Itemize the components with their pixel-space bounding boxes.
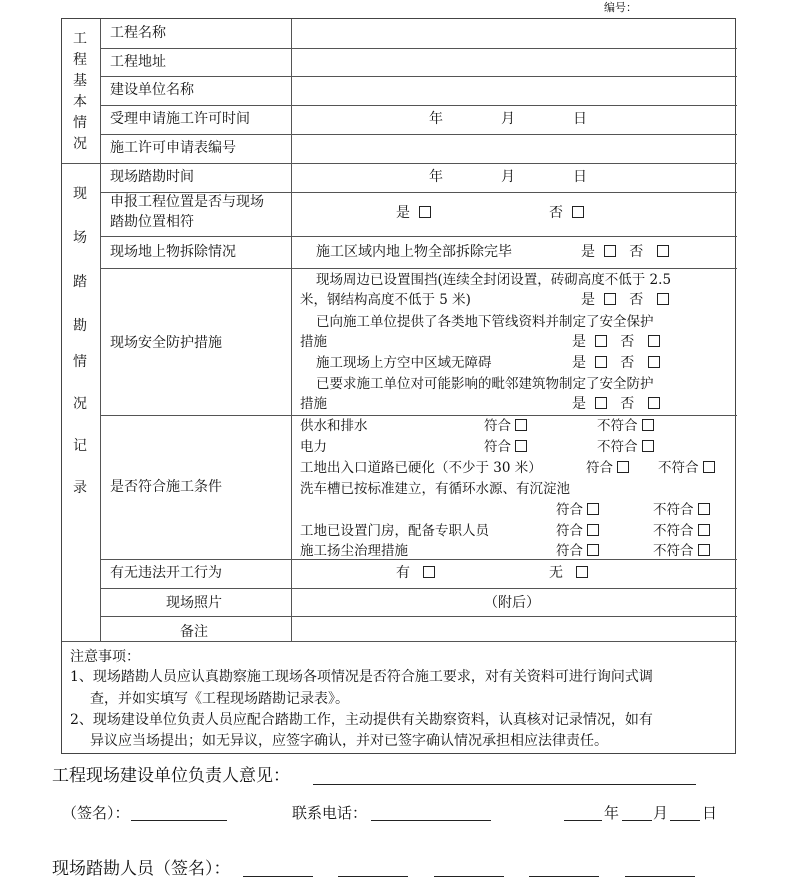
road-not-conform-checkbox[interactable]	[703, 461, 715, 473]
safety-item-4b: 措施	[300, 396, 327, 412]
cond-gate-label: 工地已设置门房，配备专职人员	[300, 523, 489, 539]
safety-2-yes-checkbox[interactable]	[595, 335, 607, 347]
safety-measures-label: 现场安全防护措施	[110, 335, 222, 351]
yes-text: 是	[572, 355, 586, 371]
cond-road-not-conform	[658, 459, 715, 477]
day-line[interactable]	[670, 820, 700, 821]
conform-text: 符合	[556, 543, 583, 559]
illegal-none	[549, 564, 588, 582]
safety-item-3: 施工现场上方空中区域无障碍	[316, 355, 492, 371]
builder-sign-line[interactable]	[131, 820, 227, 821]
cond-wash-not-conform	[653, 501, 710, 519]
demolition-label: 现场地上物拆除情况	[110, 244, 236, 260]
cond-wash-conform	[556, 501, 599, 519]
safety-2-options	[572, 333, 660, 351]
yes-text: 是	[572, 334, 586, 350]
safety-1-no-checkbox[interactable]	[657, 293, 669, 305]
permit-year: 年	[429, 111, 443, 127]
photos-value: （附后）	[484, 595, 540, 611]
illegal-have-checkbox[interactable]	[423, 566, 435, 578]
cond-power-label: 电力	[300, 439, 327, 455]
illegal-start-label: 有无违法开工行为	[110, 565, 222, 581]
gate-not-conform-checkbox[interactable]	[698, 524, 710, 536]
yes-text: 是	[572, 396, 586, 412]
notes-title: 注意事项：	[70, 649, 140, 665]
location-match-yes	[396, 204, 431, 222]
none-text: 无	[549, 565, 563, 581]
location-yes-checkbox[interactable]	[419, 206, 431, 218]
demolition-no-checkbox[interactable]	[657, 245, 669, 257]
survey-day: 日	[573, 169, 587, 185]
location-no-checkbox[interactable]	[572, 206, 584, 218]
demolition-text: 施工区域内地上物全部拆除完毕	[316, 244, 512, 260]
cond-water-not-conform	[597, 417, 654, 435]
illegal-none-checkbox[interactable]	[576, 566, 588, 578]
survey-time-label: 现场踏勘时间	[110, 169, 194, 185]
dust-not-conform-checkbox[interactable]	[698, 544, 710, 556]
safety-2-no-checkbox[interactable]	[648, 335, 660, 347]
safety-item-1a: 现场周边已设置围挡(连续全封闭设置，砖砌高度不低于 2.5	[316, 272, 672, 288]
cond-wash-label: 洗车槽已按标准建立，有循环水源、有沉淀池	[300, 481, 570, 497]
wash-conform-checkbox[interactable]	[587, 503, 599, 515]
conform-text: 符合	[586, 460, 613, 476]
wash-not-conform-checkbox[interactable]	[698, 503, 710, 515]
photos-label: 现场照片	[166, 595, 222, 611]
location-match-label-2: 踏勘位置相符	[110, 214, 194, 230]
water-not-conform-checkbox[interactable]	[642, 419, 654, 431]
project-address-label: 工程地址	[110, 54, 166, 70]
not-conform-text: 不符合	[597, 439, 638, 455]
not-conform-text: 不符合	[597, 418, 638, 434]
builder-name-label: 建设单位名称	[110, 82, 194, 98]
builder-sign-label: （签名）：	[62, 804, 130, 822]
not-conform-text: 不符合	[653, 502, 694, 518]
yes-text: 是	[396, 205, 410, 221]
cond-water-conform	[484, 417, 527, 435]
yes-text: 是	[581, 244, 595, 260]
phone-label: 联系电话：	[292, 804, 368, 822]
location-match-label-1: 申报工程位置是否与现场	[110, 194, 264, 210]
not-conform-text: 不符合	[653, 523, 694, 539]
surveyor-sign-label: 现场踏勘人员（签名）：	[52, 859, 231, 879]
survey-year: 年	[429, 169, 443, 185]
note-1b: 查，并如实填写《工程现场踏勘记录表》。	[90, 691, 349, 707]
no-text: 否	[620, 334, 635, 350]
surveyor-sign-line-1[interactable]	[243, 876, 313, 877]
construction-conditions-label: 是否符合施工条件	[110, 479, 222, 495]
serial-number-label: 编号：	[604, 1, 637, 14]
no-text: 否	[549, 205, 563, 221]
gate-conform-checkbox[interactable]	[587, 524, 599, 536]
surveyor-sign-line-3[interactable]	[434, 876, 504, 877]
road-conform-checkbox[interactable]	[617, 461, 629, 473]
surveyor-sign-line-2[interactable]	[338, 876, 408, 877]
permit-day: 日	[573, 111, 587, 127]
month-line[interactable]	[622, 820, 652, 821]
power-conform-checkbox[interactable]	[515, 440, 527, 452]
safety-1-options	[581, 291, 669, 309]
project-name-label: 工程名称	[110, 25, 166, 41]
no-text: 否	[629, 244, 644, 260]
safety-4-no-checkbox[interactable]	[648, 397, 660, 409]
safety-3-yes-checkbox[interactable]	[595, 356, 607, 368]
no-text: 否	[629, 292, 644, 308]
phone-line[interactable]	[371, 820, 491, 821]
demolition-options	[581, 243, 669, 261]
not-conform-text: 不符合	[658, 460, 699, 476]
safety-3-options	[572, 354, 660, 372]
safety-3-no-checkbox[interactable]	[648, 356, 660, 368]
footer-day: 日	[702, 804, 718, 822]
not-conform-text: 不符合	[653, 543, 694, 559]
note-1a: 1、现场踏勘人员应认真勘察施工现场各项情况是否符合施工要求，对有关资料可进行询问式调	[70, 669, 653, 685]
conform-text: 符合	[484, 439, 511, 455]
conform-text: 符合	[484, 418, 511, 434]
cond-water-label: 供水和排水	[300, 418, 368, 434]
conform-text: 符合	[556, 502, 583, 518]
note-2a: 2、现场建设单位负责人员应配合踏勘工作，主动提供有关勘察资料，认真核对记录情况，如有	[70, 712, 653, 728]
location-match-no	[549, 204, 584, 222]
no-text: 否	[620, 355, 635, 371]
have-text: 有	[396, 565, 410, 581]
cond-dust-label: 施工扬尘治理措施	[300, 543, 408, 559]
permit-time-label: 受理申请施工许可时间	[110, 111, 250, 127]
permit-form-number-label: 施工许可申请表编号	[110, 140, 236, 156]
builder-opinion-line[interactable]	[313, 784, 696, 785]
illegal-have	[396, 564, 435, 582]
cond-gate-conform	[556, 522, 599, 540]
year-line[interactable]	[564, 820, 602, 821]
remarks-label: 备注	[180, 624, 208, 640]
surveyor-sign-line-5[interactable]	[625, 876, 695, 877]
permit-month: 月	[501, 111, 515, 127]
yes-text: 是	[581, 292, 595, 308]
note-2b: 异议应当场提出；如无异议，应签字确认，并对已签字确认情况承担相应法律责任。	[90, 733, 608, 749]
cond-road-label: 工地出入口道路已硬化（不少于 30 米）	[300, 460, 542, 476]
cond-power-conform	[484, 438, 527, 456]
safety-item-1b: 米，钢结构高度不低于 5 米)	[300, 292, 471, 308]
conform-text: 符合	[556, 523, 583, 539]
footer-month: 月	[653, 804, 669, 822]
safety-item-4a: 已要求施工单位对可能影响的毗邻建筑物制定了安全防护	[316, 376, 654, 392]
safety-item-2b: 措施	[300, 334, 327, 350]
safety-4-yes-checkbox[interactable]	[595, 397, 607, 409]
builder-opinion-label: 工程现场建设单位负责人意见：	[52, 766, 290, 786]
cond-road-conform	[586, 459, 629, 477]
safety-1-yes-checkbox[interactable]	[604, 293, 616, 305]
no-text: 否	[620, 396, 635, 412]
safety-4-options	[572, 395, 660, 413]
footer-year: 年	[604, 804, 620, 822]
surveyor-sign-line-4[interactable]	[529, 876, 599, 877]
survey-month: 月	[501, 169, 515, 185]
power-not-conform-checkbox[interactable]	[642, 440, 654, 452]
cond-dust-conform	[556, 542, 599, 560]
cond-power-not-conform	[597, 438, 654, 456]
demolition-yes-checkbox[interactable]	[604, 245, 616, 257]
water-conform-checkbox[interactable]	[515, 419, 527, 431]
safety-item-2a: 已向施工单位提供了各类地下管线资料并制定了安全保护	[316, 314, 654, 330]
cond-gate-not-conform	[653, 522, 710, 540]
cond-dust-not-conform	[653, 542, 710, 560]
dust-conform-checkbox[interactable]	[587, 544, 599, 556]
